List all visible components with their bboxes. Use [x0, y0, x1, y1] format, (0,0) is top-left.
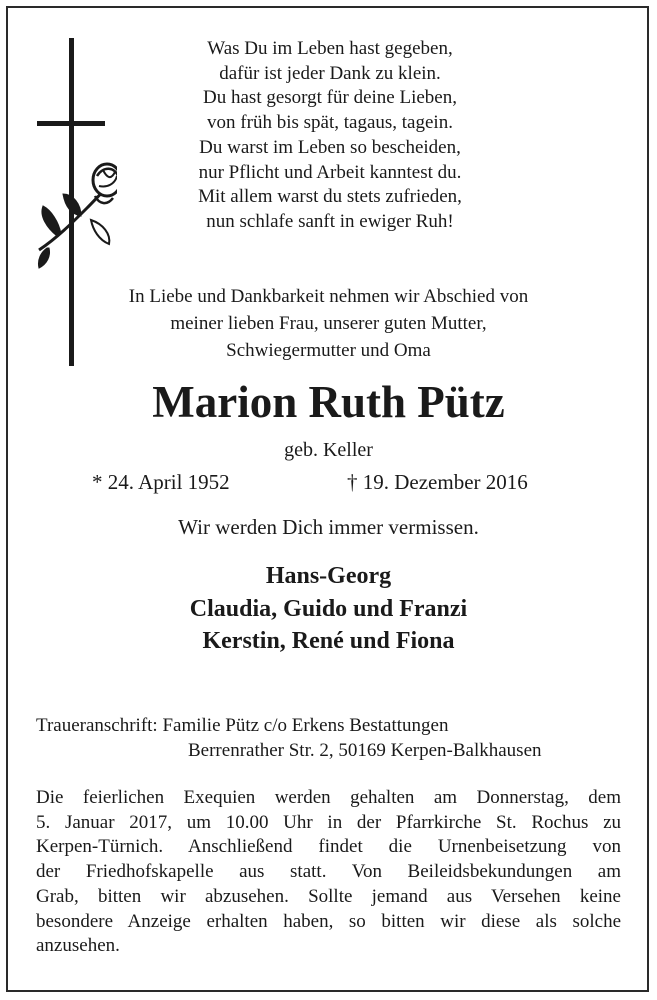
poem-line: nur Pflicht und Arbeit kanntest du.: [198, 161, 462, 183]
service-line: Grab, bitten wir abzusehen. Sollte jemand aus Versehen keine: [36, 885, 621, 907]
family-names: [0, 560, 657, 658]
farewell-line: Wir werden Dich immer vermissen.: [178, 515, 479, 539]
family-line: Claudia, Guido und Franzi: [189, 595, 468, 622]
intro-line: In Liebe und Dankbarkeit nehmen wir Abschied von: [128, 286, 529, 307]
service-paragraph: [36, 786, 621, 959]
service-line: der Friedhofskapelle aus statt. Von Beileidsbekundungen am: [36, 861, 621, 883]
service-line: 5. Januar 2017, um 10.00 Uhr in der Pfarrkirche St. Rochus zu: [36, 811, 621, 833]
poem-line: Mit allem warst du stets zufrieden,: [198, 186, 462, 208]
death-date: † 19. Dezember 2016: [347, 470, 528, 494]
rose-icon: [38, 164, 117, 268]
poem-line: Du warst im Leben so bescheiden,: [199, 136, 461, 158]
poem: [120, 37, 540, 235]
service-line: Kerpen-Türnich. Anschließend findet die Urnenbeisetzung von: [36, 836, 621, 858]
deceased-name: Marion Ruth Pütz: [152, 377, 505, 427]
maiden-name: geb. Keller: [284, 439, 373, 461]
birth-date: * 24. April 1952: [92, 470, 230, 494]
address-line-2: Berrenrather Str. 2, 50169 Kerpen-Balkhausen: [188, 740, 542, 761]
service-line: besondere Anzeige erhalten haben, so bitten wir diese als solche: [36, 910, 621, 932]
mourning-address: [36, 713, 542, 763]
poem-line: Was Du im Leben hast gegeben,: [207, 38, 453, 59]
family-line: Hans-Georg: [265, 563, 392, 589]
intro-line: meiner lieben Frau, unserer guten Mutter,: [170, 313, 487, 334]
family-line: Kerstin, René und Fiona: [202, 628, 455, 654]
poem-line: nun schlafe sanft in ewiger Ruh!: [206, 210, 454, 232]
intro-line: Schwiegermutter und Oma: [226, 340, 431, 361]
service-line: anzusehen.: [36, 935, 120, 957]
address-line-1: Traueranschrift: Familie Pütz c/o Erkens Bestattungen: [36, 715, 449, 736]
poem-line: dafür ist jeder Dank zu klein.: [219, 62, 441, 84]
farewell-intro: [60, 283, 597, 364]
service-line: Die feierlichen Exequien werden gehalten am Donnerstag, dem: [36, 787, 621, 808]
poem-line: von früh bis spät, tagaus, tagein.: [207, 112, 453, 134]
poem-line: Du hast gesorgt für deine Lieben,: [203, 87, 457, 109]
